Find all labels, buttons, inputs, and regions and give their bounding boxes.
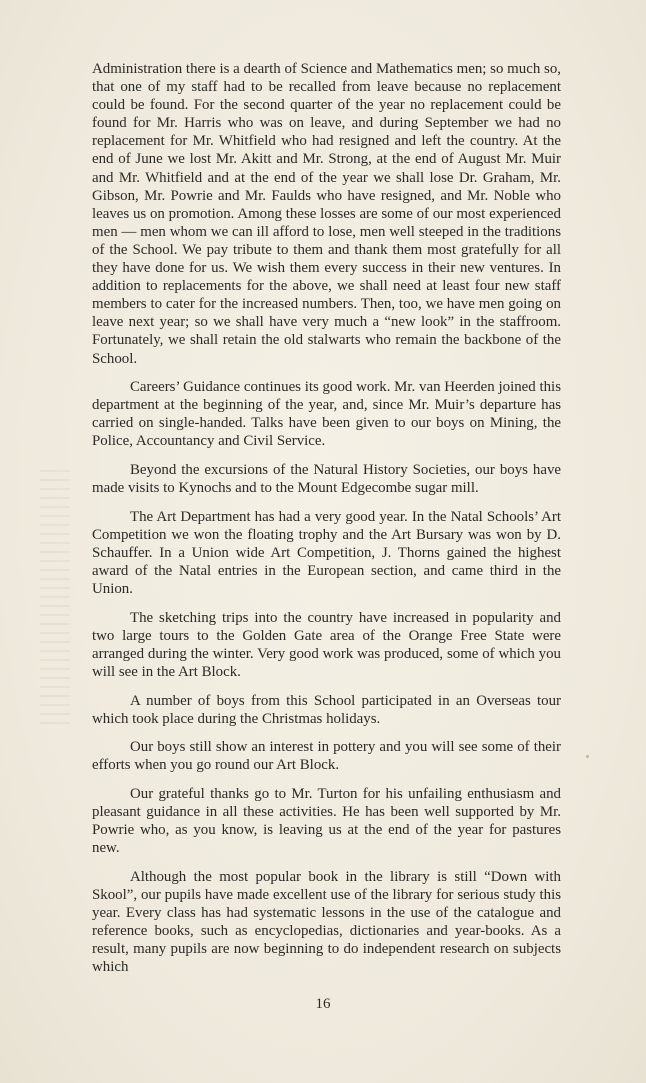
paragraph-art-department: The Art Department has had a very good year. In the Natal Schools’ Art Competition we won the floating trophy and the Art Bursary was won by D. Schauffer. In a Union wide Art Competition, J. Thorns gained the highest award of the Natal entries in the European section, and came third in the Union. [92, 508, 561, 598]
paper-speck [586, 755, 589, 758]
paragraph-sketching-trips: The sketching trips into the country have increased in popularity and two large tours to the Golden Gate area of the Orange Free State were arranged during the winter. Very good work was produced, some of which you will see in the Art Block. [92, 609, 561, 680]
paragraph-careers-guidance: Careers’ Guidance continues its good work. Mr. van Heerden joined this department at the beginning of the year, and, since Mr. Muir’s departure has carried on single-handed. Talks have been given to our boys on Mining, the Police, Accountancy and Civil Service. [92, 379, 561, 450]
paragraph-overseas-tour: A number of boys from this School participated in an Overseas tour which took place during the Christmas holidays. [92, 692, 561, 727]
show-through-text [40, 470, 70, 730]
body-text [92, 60, 561, 987]
page-number: 16 [315, 996, 331, 1012]
paragraph-staff-changes: Administration there is a dearth of Science and Mathematics men; so much so, that one of my staff had to be recalled from leave because no replacement could be found. For the second quarter of the year no replacement could be found for Mr. Harris who was on leave, and during September we had no replacement for Mr. Whitfield who had resigned and left the country. At the end of June we lost Mr. Akitt and Mr. Strong, at the end of August Mr. Muir and Mr. Whitfield and at the end of the year we shall lose Dr. Graham, Mr. Gibson, Mr. Powrie and Mr. Faulds who have resigned, and Mr. Noble who leaves us on promotion. Among these losses are some of our most experienced men — men whom we can ill afford to lose, men well steeped in the traditions of the School. We pay tribute to them and thank them most gratefully for all they have done for us. We wish them every success in their new ventures. In addition to replacements for the above, we shall need at least four new staff members to cater for the increased numbers. Then, too, we have men going on leave next year; so we shall have very much a “new look” in the staffroom. Fortunately, we shall retain the old stalwarts who remain the backbone of the School. [92, 61, 561, 367]
paragraph-excursions: Beyond the excursions of the Natural History Societies, our boys have made visits to Kynochs and to the Mount Edgecombe sugar mill. [92, 461, 561, 497]
paragraph-pottery: Our boys still show an interest in pottery and you will see some of their efforts when you go round our Art Block. [92, 739, 561, 774]
paragraph-library: Although the most popular book in the library is still “Down with Skool”, our pupils have made excellent use of the library for serious study this year. Every class has had systematic lessons in the use of the catalogue and reference books, such as encyclopedias, dictionaries and year-books. As a result, many pupils are now beginning to do independent research on subjects which [92, 868, 561, 976]
paragraph-thanks: Our grateful thanks go to Mr. Turton for his unfailing enthusiasm and pleasant guidance in all these activities. He has been well supported by Mr. Powrie who, as you know, is leaving us at the end of the year for pastures new. [92, 785, 561, 857]
